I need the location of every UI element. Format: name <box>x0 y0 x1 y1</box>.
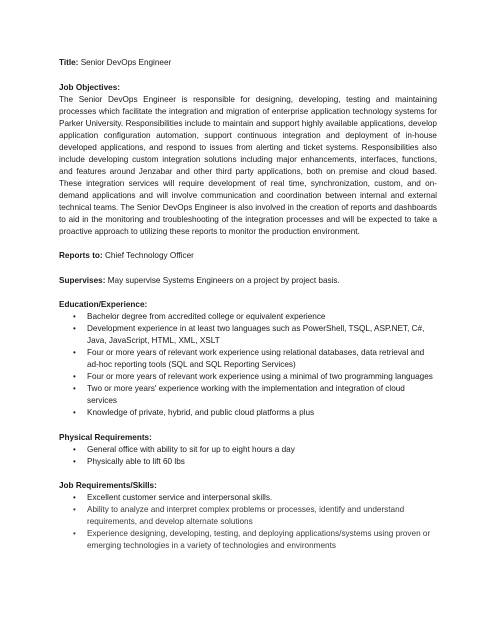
bullet-icon: • <box>73 384 76 393</box>
reports-to-line <box>59 250 437 262</box>
document-page <box>59 57 437 565</box>
supervises-line <box>59 275 437 287</box>
list-item-text: Excellent customer service and interpersonal skills. <box>87 493 273 502</box>
bullet-icon: • <box>73 372 76 381</box>
reports-to-value: Chief Technology Officer <box>102 251 194 260</box>
list-item <box>59 407 437 419</box>
list-item-text: Development experience in at least two languages such as PowerShell, TSQL, ASP.NET, C#, Java, JavaScript, HTML, XML, XSLT <box>87 324 425 345</box>
list-item-text: Two or more years' experience working with the implementation and integration of cloud services <box>87 384 405 405</box>
bullet-icon: • <box>73 456 76 466</box>
job-objectives-body: The Senior DevOps Engineer is responsible for designing, developing, testing and maintaining processes which facilitate the integration and migration of enterprise application technology systems for Parker University. Responsibilities include to maintain and support highly available applications, develop application configuration automation, support continuous integration and deployment of in-house developed applications, and respond to issues from alerting and ticket systems. Responsibilities also include developing custom integration solutions including major enhancements, interfaces, functions, and features around Jenzabar and other third party applications, both on premise and cloud based. These integration services will require development of real time, synchronization, custom, and on-demand applications and will involve communication and coordination between internal and external technical teams. The Senior DevOps Engineer is also involved in the creation of reports and dashboards to aid in the monitoring and troubleshooting of the integration processes and will be expected to take a proactive approach to utilizing these reports to monitor the production environment. <box>59 94 437 236</box>
bullet-icon: • <box>73 505 76 514</box>
list-item-text: Knowledge of private, hybrid, and public cloud platforms a plus <box>87 408 315 417</box>
supervises-value: May supervise Systems Engineers on a project by project basis. <box>105 275 340 285</box>
skills-list <box>59 492 437 552</box>
list-item <box>59 311 437 323</box>
title-label: Title: <box>59 58 79 67</box>
education-list <box>59 311 437 419</box>
job-objectives-heading: Job Objectives: <box>59 82 120 92</box>
supervises-label: Supervises: <box>59 275 106 285</box>
bullet-icon: • <box>73 348 76 357</box>
list-item-text: General office with ability to sit for up to eight hours a day <box>87 444 295 454</box>
list-item-text: Ability to analyze and interpret complex problems or processes, identify and understand requirements, and develop alternate solutions <box>87 505 405 526</box>
list-item <box>59 347 437 371</box>
list-item-text: Four or more years of relevant work experience using relational databases, data retrieval and ad-hoc reporting tools (SQL and SQL Reporting Services) <box>87 348 425 369</box>
physical-requirements-heading: Physical Requirements: <box>59 432 152 442</box>
list-item <box>59 492 437 504</box>
list-item <box>59 504 437 528</box>
list-item <box>59 456 437 468</box>
list-item-text: Four or more years of relevant work experience using a minimal of two programming languages <box>87 372 433 381</box>
list-item <box>59 444 437 456</box>
education-section <box>59 299 437 419</box>
bullet-icon: • <box>73 324 76 333</box>
bullet-icon: • <box>73 408 76 417</box>
list-item <box>59 323 437 347</box>
list-item <box>59 528 437 552</box>
bullet-icon: • <box>73 444 76 454</box>
list-item-text: Physically able to lift 60 lbs <box>87 456 185 466</box>
list-item <box>59 383 437 407</box>
list-item <box>59 371 437 383</box>
list-item-text: Experience designing, developing, testing, and deploying applications/systems using proven or emerging technologies in a variety of technologies and environments <box>87 529 431 550</box>
bullet-icon: • <box>73 312 76 321</box>
job-objectives-section <box>59 82 437 238</box>
bullet-icon: • <box>73 493 76 502</box>
list-item-text: Bachelor degree from accredited college or equivalent experience <box>87 312 326 321</box>
skills-heading: Job Requirements/Skills: <box>59 481 157 490</box>
reports-to-label: Reports to: <box>59 251 103 260</box>
bullet-icon: • <box>73 529 76 538</box>
job-title-line <box>59 57 437 69</box>
physical-requirements-section <box>59 432 437 468</box>
physical-requirements-list <box>59 444 437 468</box>
skills-section <box>59 480 437 552</box>
title-value: Senior DevOps Engineer <box>78 58 172 67</box>
education-heading: Education/Experience: <box>59 300 148 309</box>
